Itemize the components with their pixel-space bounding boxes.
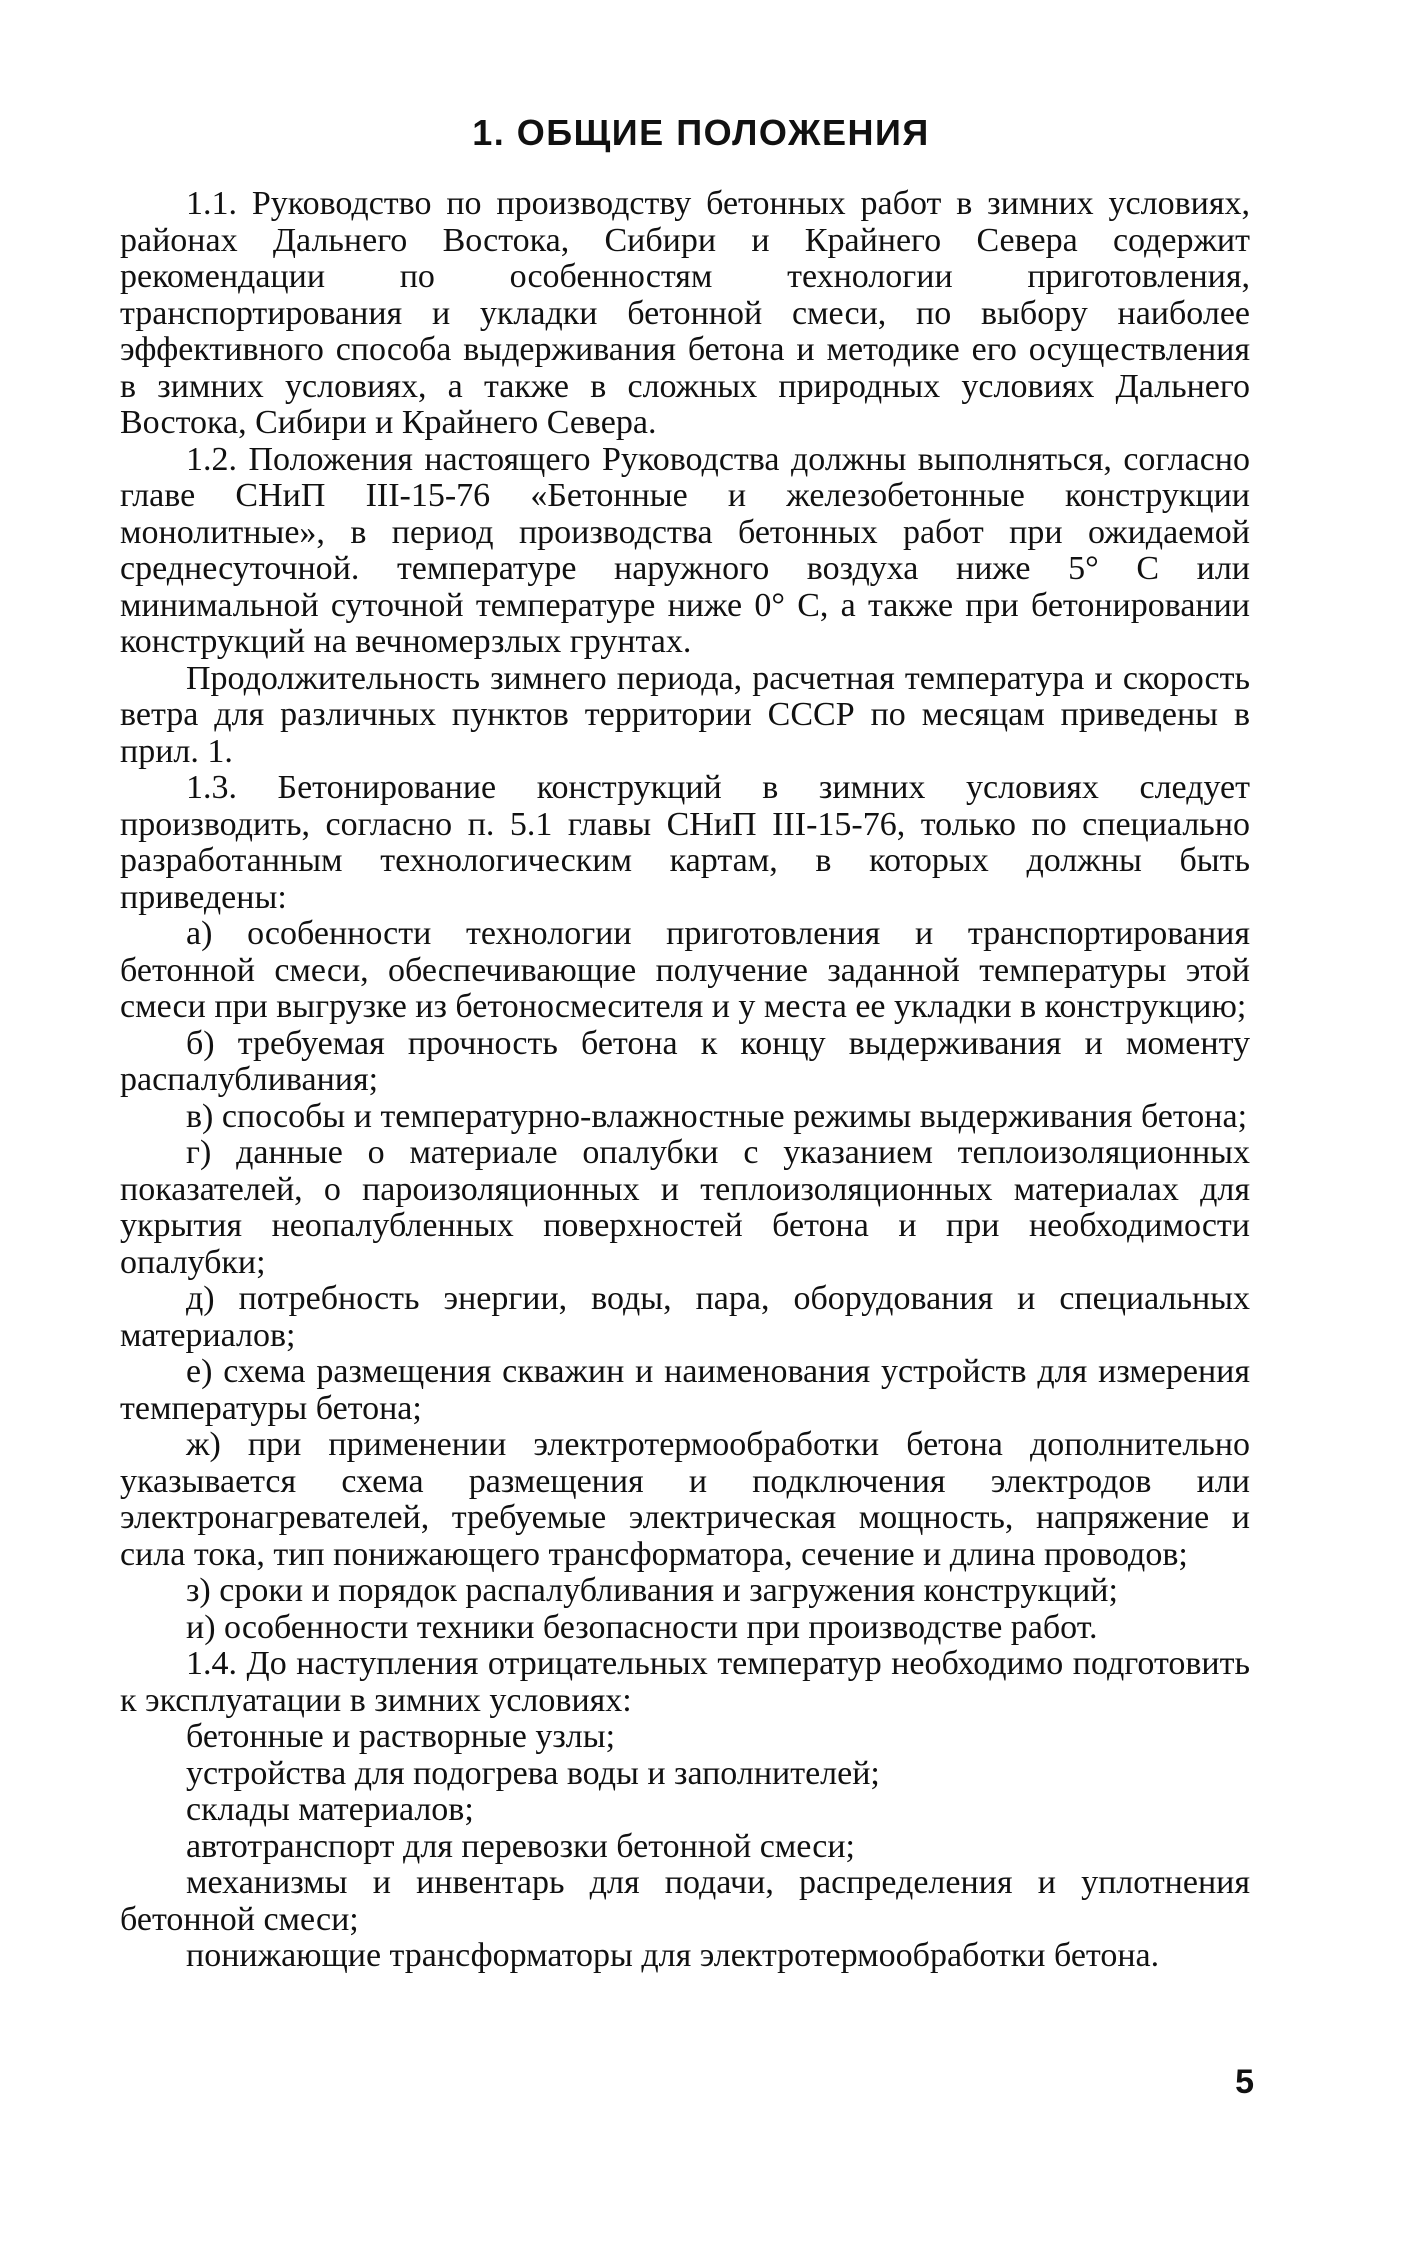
prep-item-mechanisms: механизмы и инвентарь для подачи, распределения и уплотнения бетонной смеси; [120,1864,1250,1938]
list-item-i: и) особенности техники безопасности при производстве работ. [186,1608,1098,1646]
list-item-d: д) потребность энергии, воды, пара, оборудования и специальных материалов; [120,1280,1250,1354]
prep-item-transport: автотранспорт для перевозки бетонной смеси; [186,1827,855,1865]
list-item-z: з) сроки и порядок распалубливания и загружения конструкций; [186,1572,1118,1609]
list-item-zh: ж) при применении электротермообработки бетона дополнительно указывается схема размещения и подключения электродов или электронагревателей, требуемые электрическая мощность, напряжение и сила тока, тип понижающего трансформатора, сечение и длина проводов; [120,1426,1250,1573]
list-item-e: е) схема размещения скважин и наименования устройств для измерения температуры бетона; [120,1353,1250,1427]
list-item-v: в) способы и температурно-влажностные режимы выдерживания бетона; [186,1097,1248,1135]
paragraph-1-1: 1.1. Руководство по производству бетонных работ в зимних условиях, районах Дальнего Востока, Сибири и Крайнего Севера содержит рекомендации по особенностям технологии приготовления, транспортирования и укладки бетонной смеси, по выбору наиболее эффективного способа выдерживания бетона и методике его осуществления в зимних условиях, а также в сложных природных условиях Дальнего Востока, Сибири и Крайнего Севера. [120,185,1250,441]
paragraph-duration: Продолжительность зимнего периода, расчетная температура и скорость ветра для различных пунктов территории СССР по месяцам приведены в прил. 1. [120,659,1250,770]
list-item-b: б) требуемая прочность бетона к концу выдерживания и моменту распалубливания; [120,1024,1250,1098]
section-heading: 1. ОБЩИЕ ПОЛОЖЕНИЯ [472,112,930,153]
paragraph-1-3: 1.3. Бетонирование конструкций в зимних условиях следует производить, согласно п. 5.1 главы СНиП III-15-76, только по специально разработанным технологическим картам, в которых должны быть приведены: [120,769,1250,916]
list-item-a: а) особенности технологии приготовления и транспортирования бетонной смеси, обеспечивающие получение заданной температуры этой смеси при выгрузке из бетоносмесителя и у места ее укладки в конструкцию; [120,915,1250,1025]
body-text [120,186,1250,1975]
prep-item-warehouses: склады материалов; [186,1791,474,1828]
prep-item-concrete-plants: бетонные и растворные узлы; [186,1718,616,1755]
paragraph-1-4: 1.4. До наступления отрицательных температур необходимо подготовить к эксплуатации в зимних условиях: [120,1645,1250,1719]
page-number: 5 [1235,2063,1254,2101]
list-item-g: г) данные о материале опалубки с указанием теплоизоляционных показателей, о пароизоляционных и теплоизоляционных материалах для укрытия неопалубленных поверхностей бетона и при необходимости опалубки; [120,1134,1250,1281]
paragraph-1-2: 1.2. Положения настоящего Руководства должны выполняться, согласно главе СНиП III-15-76 «Бетонные и железобетонные конструкции монолитные», в период производства бетонных работ при ожидаемой среднесуточной. температуре наружного воздуха ниже 5° С или минимальной суточной температуре ниже 0° С, а также при бетонировании конструкций на вечномерзлых грунтах. [120,440,1250,660]
prep-item-heating-devices: устройства для подогрева воды и заполнителей; [186,1754,880,1792]
prep-item-transformers: понижающие трансформаторы для электротермообработки бетона. [186,1937,1160,1974]
